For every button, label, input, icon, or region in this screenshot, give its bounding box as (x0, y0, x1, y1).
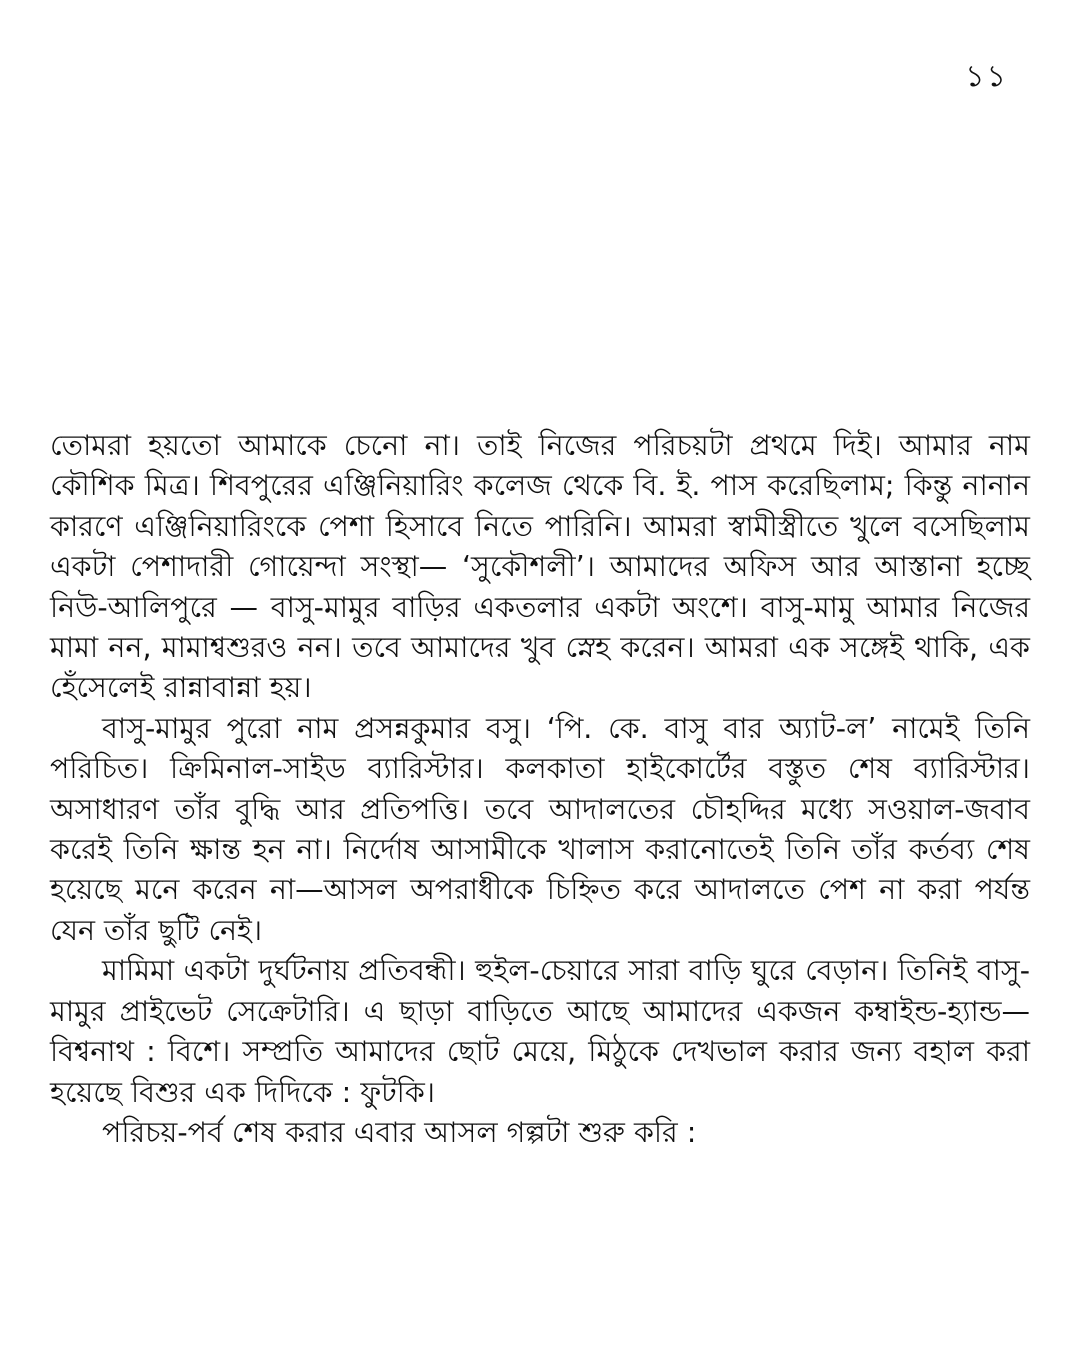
paragraph-3: মামিমা একটা দুর্ঘটনায় প্রতিবন্ধী। হুইল-চেয়ারে সারা বাড়ি ঘুরে বেড়ান। তিনিই বাসু-মামুর প্রাইভেট সেক্রেটারি। এ ছাড়া বাড়িতে আছে আমাদের একজন কম্বাইন্ড-হ্যান্ড—বিশ্বনাথ : বিশে। সম্প্রতি আমাদের ছোট মেয়ে, মিঠুকে দেখভাল করার জন্য বহাল করা হয়েছে বিশুর এক দিদিকে : ফুটকি। (50, 954, 1030, 1109)
paragraph-4: পরিচয়-পর্ব শেষ করার এবার আসল গল্পটা শুরু করি : (102, 1115, 697, 1149)
page-number: ১১ (965, 59, 1008, 94)
body-text (50, 426, 1030, 1153)
paragraph-1: তোমরা হয়তো আমাকে চেনো না। তাই নিজের পরিচয়টা প্রথমে দিই। আমার নাম কৌশিক মিত্র। শিবপুরের এঞ্জিনিয়ারিং কলেজ থেকে বি. ই. পাস করেছিলাম; কিন্তু নানান কারণে এঞ্জিনিয়ারিংকে পেশা হিসাবে নিতে পারিনি। আমরা স্বামীস্ত্রীতে খুলে বসেছিলাম একটা পেশাদারী গোয়েন্দা সংস্থা— ‘সুকৌশলী’। আমাদের অফিস আর আস্তানা হচ্ছে নিউ-আলিপুরে — বাসু-মামুর বাড়ির একতলার একটা অংশে। বাসু-মামু আমার নিজের মামা নন, মামাশ্বশুরও নন। তবে আমাদের খুব স্নেহ করেন। আমরা এক সঙ্গেই থাকি, এক হেঁসেলেই রান্নাবান্না হয়। (50, 429, 1030, 705)
paragraph-2: বাসু-মামুর পুরো নাম প্রসন্নকুমার বসু। ‘পি. কে. বাসু বার অ্যাট-ল’ নামেই তিনি পরিচিত। ক্রিমিনাল-সাইড ব্যারিস্টার। কলকাতা হাইকোর্টের বস্তুত শেষ ব্যারিস্টার। অসাধারণ তাঁর বুদ্ধি আর প্রতিপত্তি। তবে আদালতের চৌহদ্দির মধ্যে সওয়াল-জবাব করেই তিনি ক্ষান্ত হন না। নির্দোষ আসামীকে খালাস করানোতেই তিনি তাঁর কর্তব্য শেষ হয়েছে মনে করেন না—আসল অপরাধীকে চিহ্নিত করে আদালতে পেশ না করা পর্যন্ত যেন তাঁর ছুটি নেই। (50, 711, 1030, 947)
